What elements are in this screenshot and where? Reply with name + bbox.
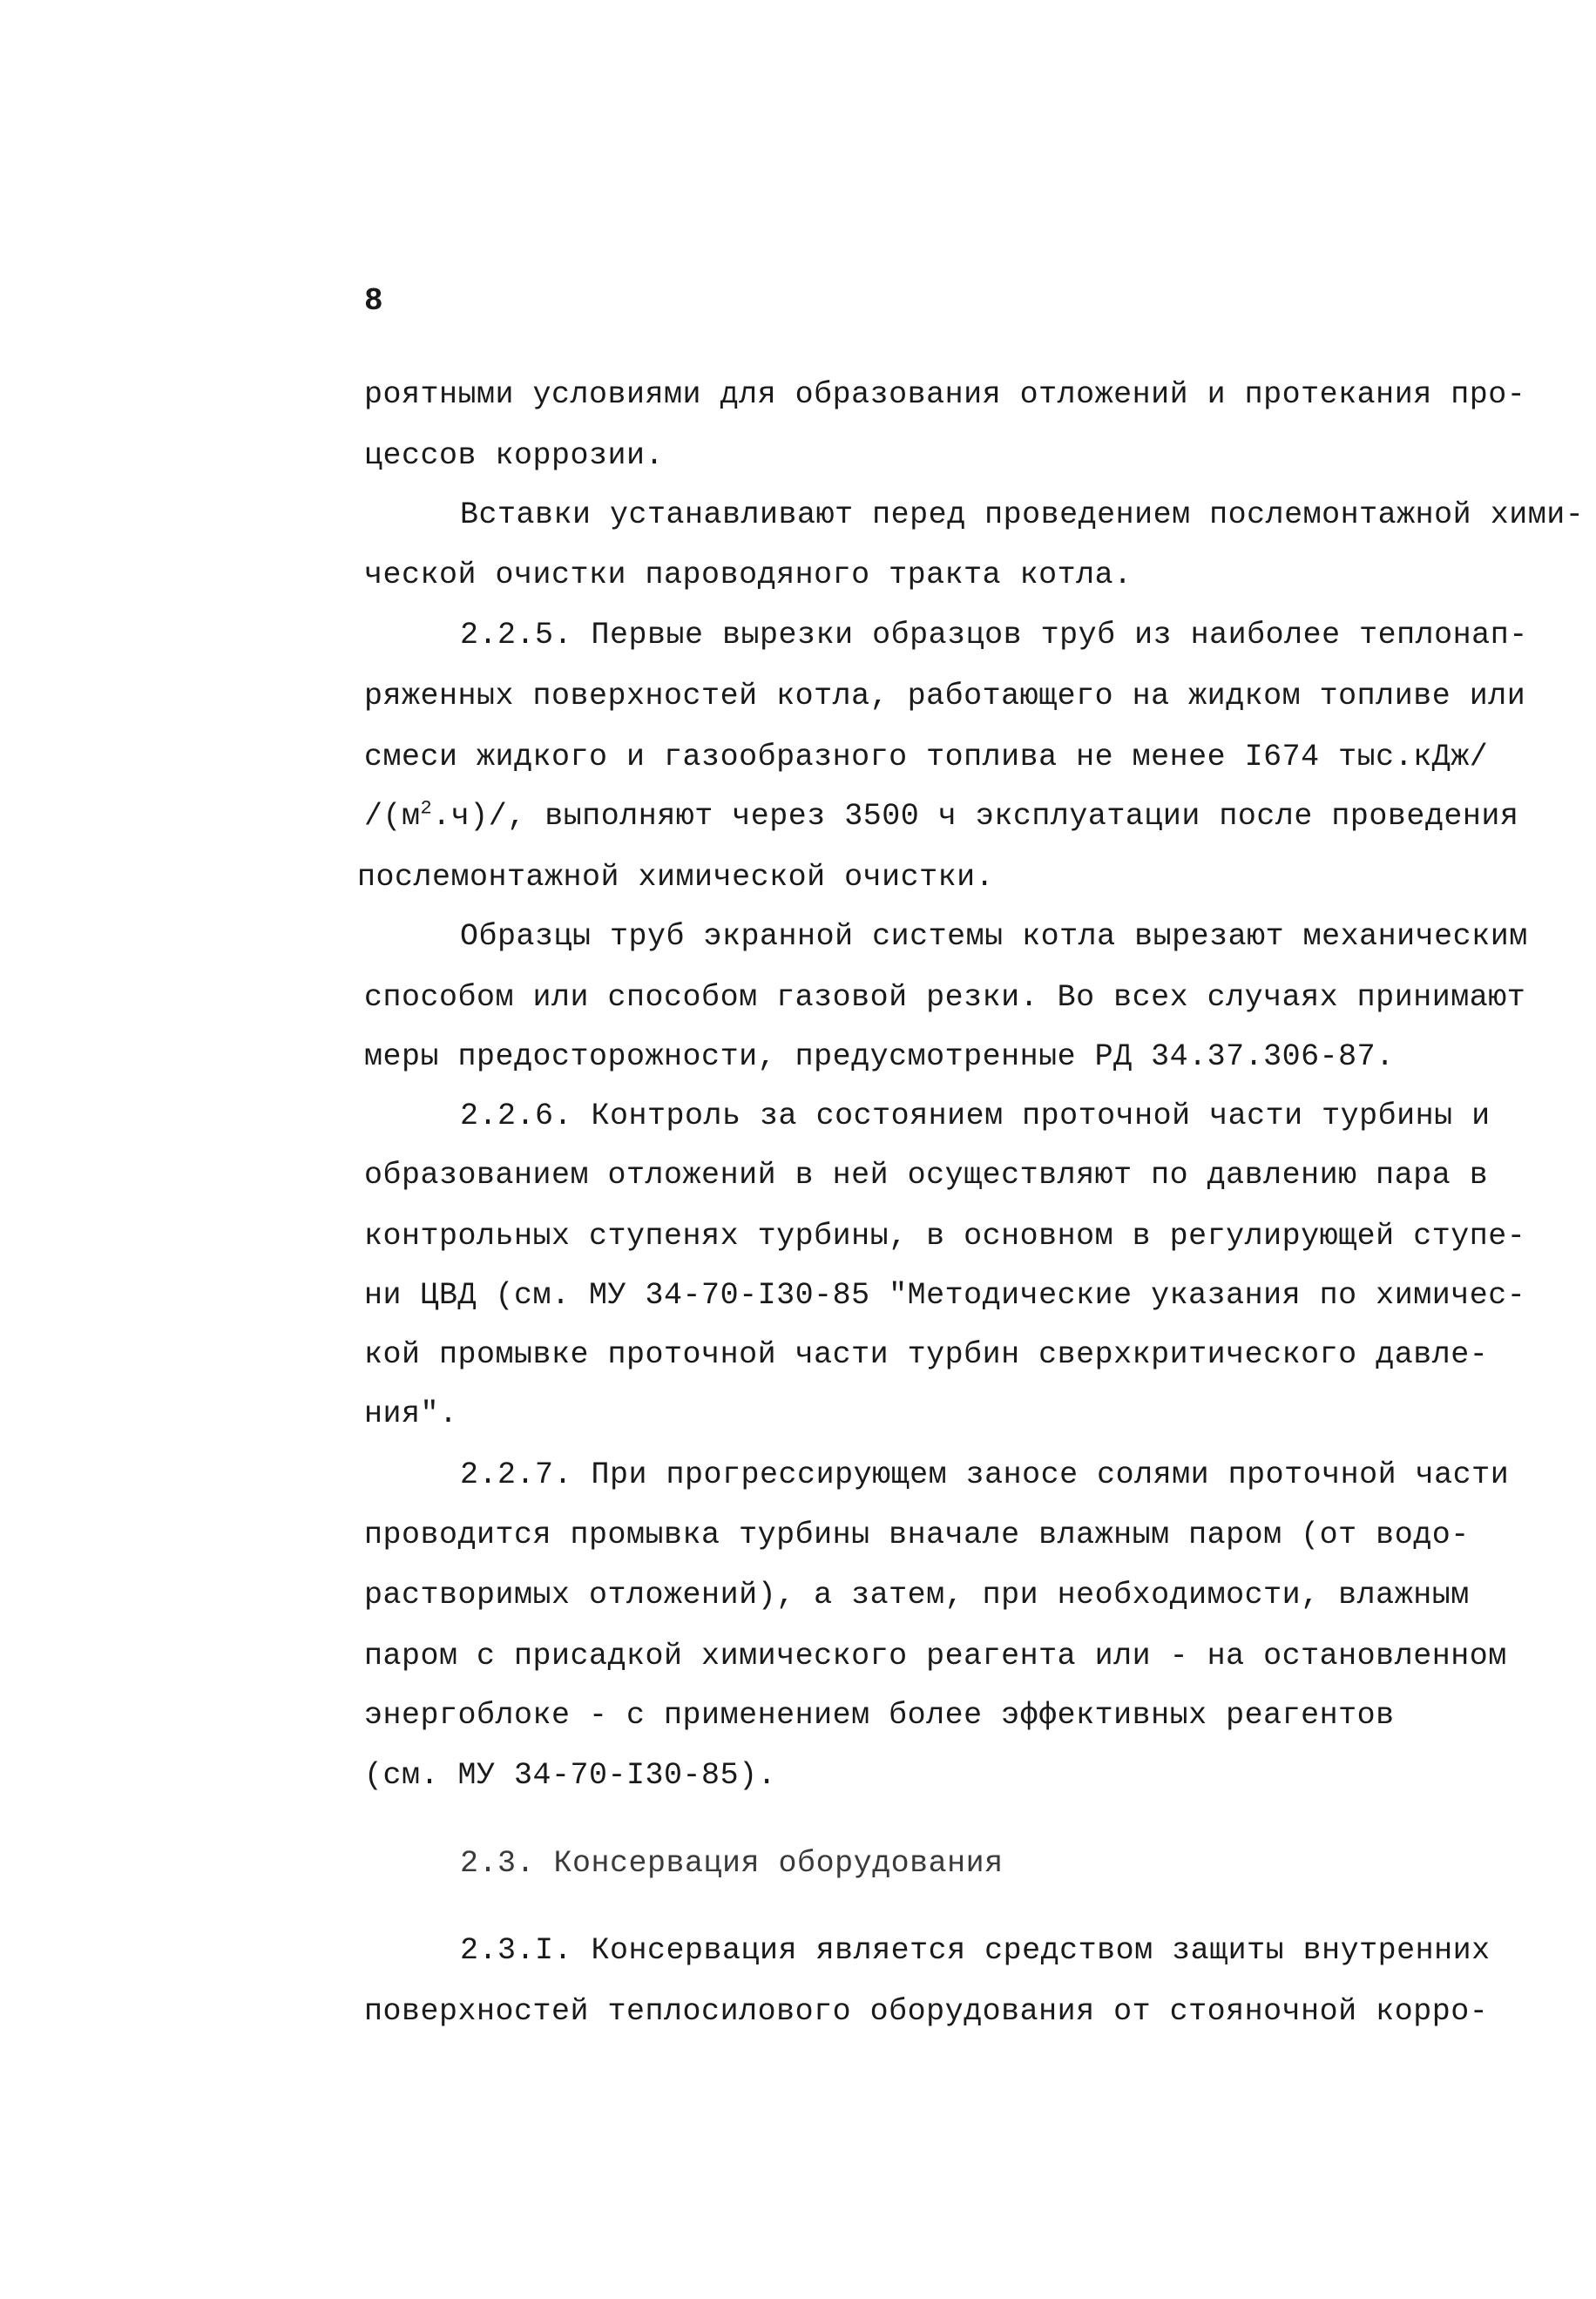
text-line: проводится промывка турбины вначале влажным паром (от водо- <box>364 1518 1470 1552</box>
text-line: ни ЦВД (см. МУ 34-70-I30-85 "Методические указания по химичес- <box>364 1278 1526 1313</box>
text-line: 2.3.I. Консервация является средством защиты внутренних <box>460 1933 1491 1968</box>
text-line: кой промывке проточной части турбин сверхкритического давле- <box>364 1337 1489 1372</box>
text-line: ния". <box>364 1396 458 1431</box>
text-line: ческой очистки пароводяного тракта котла. <box>364 558 1133 592</box>
text-line-formula <box>364 797 1519 834</box>
text-line: образованием отложений в ней осуществляют по давлению пара в <box>364 1158 1489 1193</box>
section-heading: 2.3. Консервация оборудования <box>460 1846 1004 1881</box>
text-line: паром с присадкой химического реагента или - на остановленном <box>364 1639 1507 1674</box>
text-line: поверхностей теплосилового оборудования от стояночной корро- <box>364 1994 1489 2029</box>
text-line: меры предосторожности, предусмотренные РД 34.37.306-87. <box>364 1039 1395 1074</box>
text-line: способом или способом газовой резки. Во всех случаях принимают <box>364 980 1526 1015</box>
text-line: 2.2.5. Первые вырезки образцов труб из наиболее теплонап- <box>460 618 1528 653</box>
formula-rest: .ч)/, выполняют через 3500 ч эксплуатации после проведения <box>432 799 1519 834</box>
text-line: энергоблоке - с применением более эффективных реагентов <box>364 1698 1395 1733</box>
text-line: послемонтажной химической очистки. <box>357 860 995 895</box>
text-line: Образцы труб экранной системы котла вырезают механическим <box>460 919 1528 954</box>
text-line: 2.2.7. При прогрессирующем заносе солями проточной части <box>460 1457 1510 1492</box>
text-line: цессов коррозии. <box>364 438 665 473</box>
text-line: 2.2.6. Контроль за состоянием проточной части турбины и <box>460 1099 1491 1133</box>
text-line: растворимых отложений), а затем, при необходимости, влажным <box>364 1578 1470 1613</box>
text-line: роятными условиями для образования отложений и протекания про- <box>364 377 1526 412</box>
page-number: 8 <box>364 283 384 319</box>
text-line: (см. МУ 34-70-I30-85). <box>364 1758 777 1793</box>
text-line: контрольных ступенях турбины, в основном в регулирующей ступе- <box>364 1219 1526 1254</box>
formula-prefix: /(м <box>364 799 421 834</box>
formula-superscript: 2 <box>420 797 433 820</box>
text-line: ряженных поверхностей котла, работающего на жидком топливе или <box>364 679 1526 713</box>
text-line: смеси жидкого и газообразного топлива не менее I674 тыс.кДж/ <box>364 740 1489 774</box>
text-line: Вставки устанавливают перед проведением послемонтажной хими- <box>460 497 1585 532</box>
